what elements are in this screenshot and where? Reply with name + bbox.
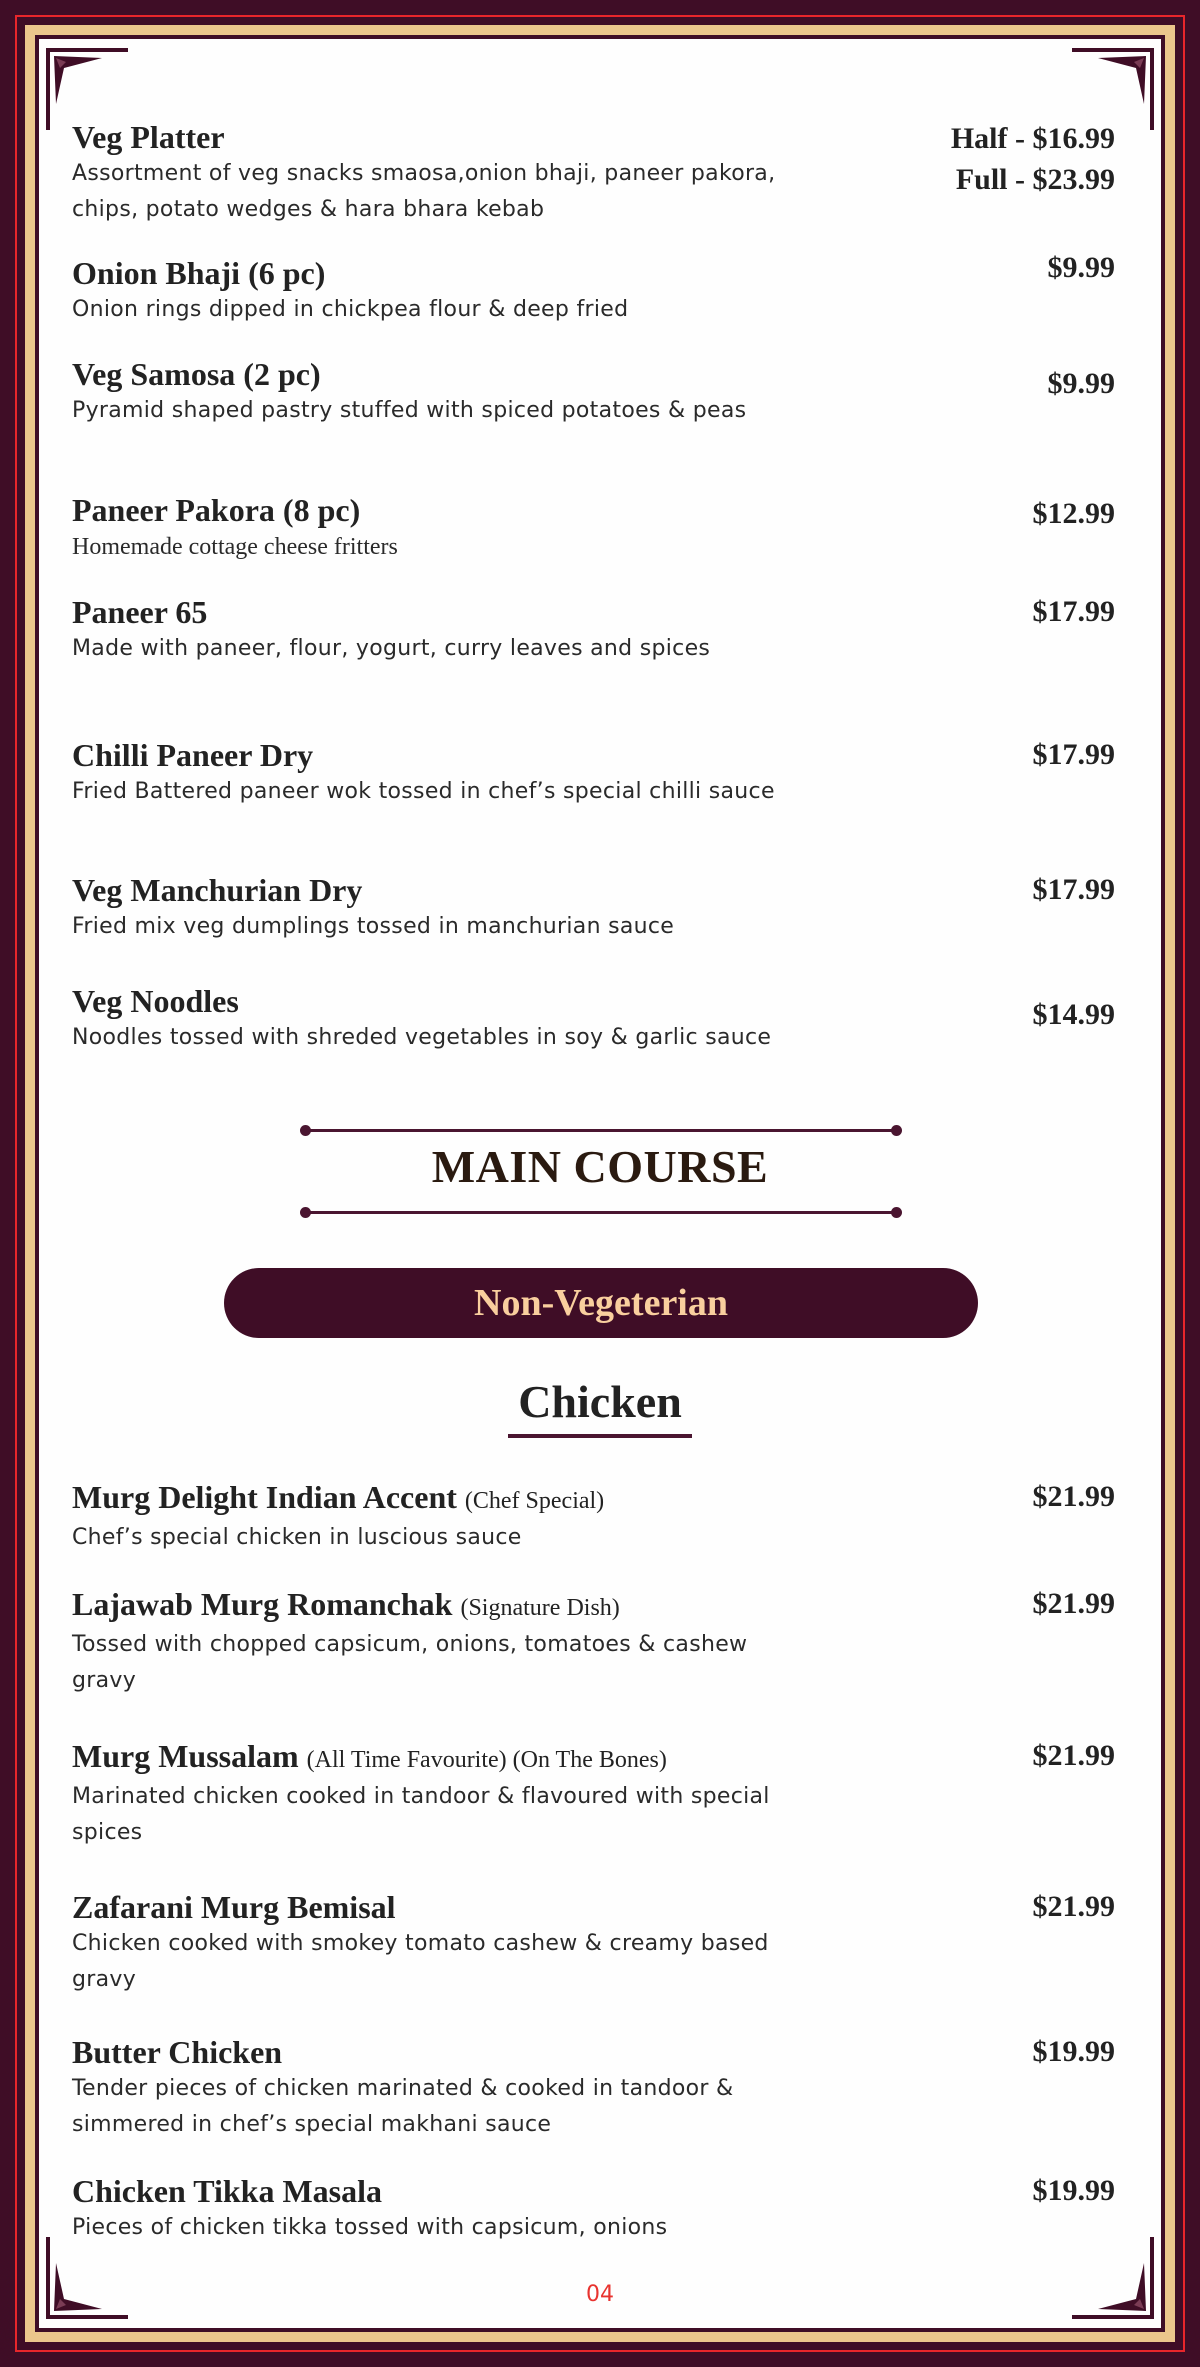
item-name: Butter Chicken	[72, 2034, 283, 2070]
menu-item	[72, 1888, 1115, 1998]
item-tag: (Signature Dish)	[460, 1595, 620, 1621]
item-price: $19.99	[1032, 2174, 1115, 2207]
item-price: $9.99	[1047, 251, 1115, 284]
menu-item	[72, 2172, 1115, 2246]
item-description: Tender pieces of chicken marinated & cooked in tandoor & simmered in chef’s special makhani sauce	[72, 2076, 734, 2137]
item-name: Onion Bhaji (6 pc)	[72, 255, 326, 291]
item-price: $12.99	[1032, 497, 1115, 530]
item-name: Paneer Pakora (8 pc)	[72, 492, 361, 528]
subcategory-heading: Chicken	[518, 1376, 682, 1427]
item-price: $19.99	[1032, 2035, 1115, 2068]
menu-item	[72, 251, 1115, 328]
menu-item	[72, 355, 1115, 429]
item-description: Chef’s special chicken in luscious sauce	[72, 1525, 522, 1550]
item-description: Pieces of chicken tikka tossed with capsicum, onions	[72, 2215, 668, 2240]
subcategory-underline	[508, 1434, 692, 1438]
item-description: Assortment of veg snacks smaosa,onion bhaji, paneer pakora, chips, potato wedges & hara bhara kebab	[72, 161, 776, 222]
page-number: 04	[586, 2282, 614, 2307]
item-description: Homemade cottage cheese fritters	[72, 534, 398, 560]
item-name: Veg Platter	[72, 119, 225, 155]
item-name: Lajawab Murg Romanchak (Signature Dish)	[72, 1586, 620, 1622]
item-price: $17.99	[1032, 738, 1115, 771]
category-label: Non-Vegeterian	[474, 1282, 728, 1324]
item-name: Murg Delight Indian Accent (Chef Special)	[72, 1479, 605, 1515]
item-price: $17.99	[1032, 873, 1115, 906]
menu-item	[72, 491, 1115, 565]
menu-item	[72, 2033, 1115, 2143]
item-tag: (All Time Favourite) (On The Bones)	[306, 1747, 667, 1773]
item-price: $21.99	[1032, 1739, 1115, 1772]
item-name: Murg Mussalam (All Time Favourite) (On The Bones)	[72, 1738, 667, 1774]
menu-item	[72, 1737, 1115, 1851]
item-price-half: Half - $16.99	[950, 122, 1115, 155]
item-description: Chicken cooked with smokey tomato cashew & creamy based gravy	[72, 1931, 769, 1992]
item-price: $21.99	[1032, 1587, 1115, 1620]
item-price: $17.99	[1032, 595, 1115, 628]
item-description: Marinated chicken cooked in tandoor & flavoured with special spices	[72, 1784, 770, 1845]
item-description: Fried mix veg dumplings tossed in manchurian sauce	[72, 914, 675, 939]
item-tag: (Chef Special)	[464, 1488, 605, 1514]
section-title: MAIN COURSE	[431, 1141, 769, 1192]
menu-item	[72, 871, 1115, 945]
menu-item	[72, 736, 1115, 810]
item-price: $14.99	[1032, 998, 1115, 1031]
item-description: Onion rings dipped in chickpea flour & deep fried	[72, 297, 629, 322]
menu-item	[72, 1585, 1115, 1699]
item-name: Chilli Paneer Dry	[72, 737, 314, 773]
item-name: Veg Manchurian Dry	[72, 872, 363, 908]
item-name: Paneer 65	[72, 594, 208, 630]
item-price	[951, 118, 1115, 200]
menu-item	[72, 118, 1115, 228]
item-description: Made with paneer, flour, yogurt, curry leaves and spices	[72, 636, 711, 661]
category-banner	[224, 1268, 978, 1338]
item-name: Veg Samosa (2 pc)	[72, 356, 321, 392]
section-divider-top	[305, 1129, 897, 1132]
item-description: Tossed with chopped capsicum, onions, tomatoes & cashew gravy	[72, 1632, 748, 1693]
item-price: $9.99	[1047, 367, 1115, 400]
menu-item	[72, 1478, 1115, 1556]
item-name: Zafarani Murg Bemisal	[72, 1889, 396, 1925]
item-price: $21.99	[1032, 1890, 1115, 1923]
item-description: Fried Battered paneer wok tossed in chef’s special chilli sauce	[72, 779, 775, 804]
menu-item	[72, 982, 1115, 1056]
item-description: Noodles tossed with shreded vegetables in soy & garlic sauce	[72, 1025, 772, 1050]
item-price-full: Full - $23.99	[955, 163, 1115, 196]
menu-item	[72, 593, 1115, 667]
item-description: Pyramid shaped pastry stuffed with spiced potatoes & peas	[72, 398, 747, 423]
item-name: Chicken Tikka Masala	[72, 2173, 383, 2209]
item-name: Veg Noodles	[72, 983, 239, 1019]
item-price: $21.99	[1032, 1480, 1115, 1513]
section-divider-bottom	[305, 1211, 897, 1214]
